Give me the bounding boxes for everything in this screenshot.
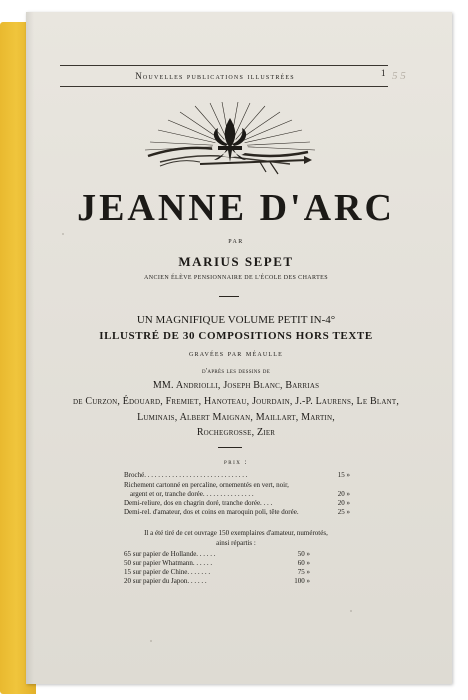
author-subtitle: ANCIEN ÉLÈVE PENSIONNAIRE DE L'ÉCOLE DES CHARTES — [144, 275, 328, 281]
edition-note: Il a été tiré de cet ouvrage 150 exemplaires d'amateur, numérotés, — [144, 529, 328, 537]
by-label: PAR — [228, 239, 244, 245]
price-description: Richement cartonné en percaline, ornementés en vert, noir, — [124, 481, 289, 489]
price-heading: prix : — [223, 458, 249, 466]
volume-format: UN MAGNIFIQUE VOLUME PETIT IN-4° — [136, 314, 336, 326]
paper-label: 15 sur papier de Chine. . . . . . . — [124, 568, 211, 576]
paper-spot — [150, 640, 152, 642]
paper-label: 50 sur papier Whatmann. . . . . . — [124, 559, 213, 567]
artists-line: Rochegrosse, Zier — [196, 427, 276, 438]
paper-spot — [62, 233, 64, 235]
price-row — [130, 490, 350, 499]
paper-price: 75 » — [297, 568, 310, 576]
separator-rule — [219, 296, 239, 297]
price-row — [124, 471, 350, 480]
paper-spot — [350, 610, 352, 612]
paper-row — [124, 559, 312, 567]
page-number: 1 — [381, 68, 386, 78]
paper-price: 100 » — [294, 577, 310, 585]
page-fold-shadow — [26, 12, 34, 684]
author-name: MARIUS SEPET — [178, 254, 294, 269]
header-rule-top — [60, 65, 388, 66]
price-row — [124, 508, 350, 517]
paper-row — [124, 568, 312, 576]
header-rule-bottom — [60, 86, 388, 87]
price-value: 25 » — [337, 508, 350, 516]
illustration-count: ILLUSTRÉ DE 30 COMPOSITIONS HORS TEXTE — [99, 330, 373, 342]
artists-line: MM. Andriolli, Joseph Blanc, Barrias — [152, 380, 320, 391]
price-description: Broché. . . . . . . . . . . . . . . . . . . . . . . . . . . . . . — [124, 471, 248, 479]
paper-label: 20 sur papier du Japon. . . . . . — [124, 577, 207, 585]
artists-line: de Curzon, Édouard, Fremiet, Hanoteau, Jourdain, J.-P. Laurens, Le Blant, — [72, 396, 400, 407]
separator-rule — [218, 447, 242, 448]
price-value: 20 » — [337, 490, 350, 498]
paper-price: 60 » — [297, 559, 310, 567]
price-row — [124, 499, 350, 508]
fleur-de-lis-icon — [140, 102, 320, 178]
artists-line: Luminais, Albert Maignan, Maillart, Martin, — [137, 412, 335, 423]
paper-label: 65 sur papier de Hollande. . . . . . — [124, 550, 216, 558]
price-description: argent et or, tranche dorée. . . . . . . . . . . . . . . — [130, 490, 254, 498]
book-title: JEANNE D'ARC — [77, 187, 395, 229]
paper-row — [124, 550, 312, 558]
header-title: Nouvelles publications illustrées — [135, 71, 295, 81]
price-row — [124, 481, 350, 490]
price-value: 20 » — [337, 499, 350, 507]
drawings-by-line: d'après les dessins de — [201, 367, 271, 375]
paper-row — [124, 577, 312, 585]
price-description: Demi-reliure, dos en chagrin doré, tranche dorée. . . . — [124, 499, 273, 507]
edition-note: ainsi répartis : — [216, 539, 256, 547]
price-value: 15 » — [337, 471, 350, 479]
price-description: Demi-rel. d'amateur, dos et coins en maroquin poli, tête dorée. — [124, 508, 299, 516]
engraver-line: gravées par méaulle — [189, 348, 283, 358]
paper-price: 50 » — [297, 550, 310, 558]
pencil-mark: 5 5 — [392, 70, 406, 82]
